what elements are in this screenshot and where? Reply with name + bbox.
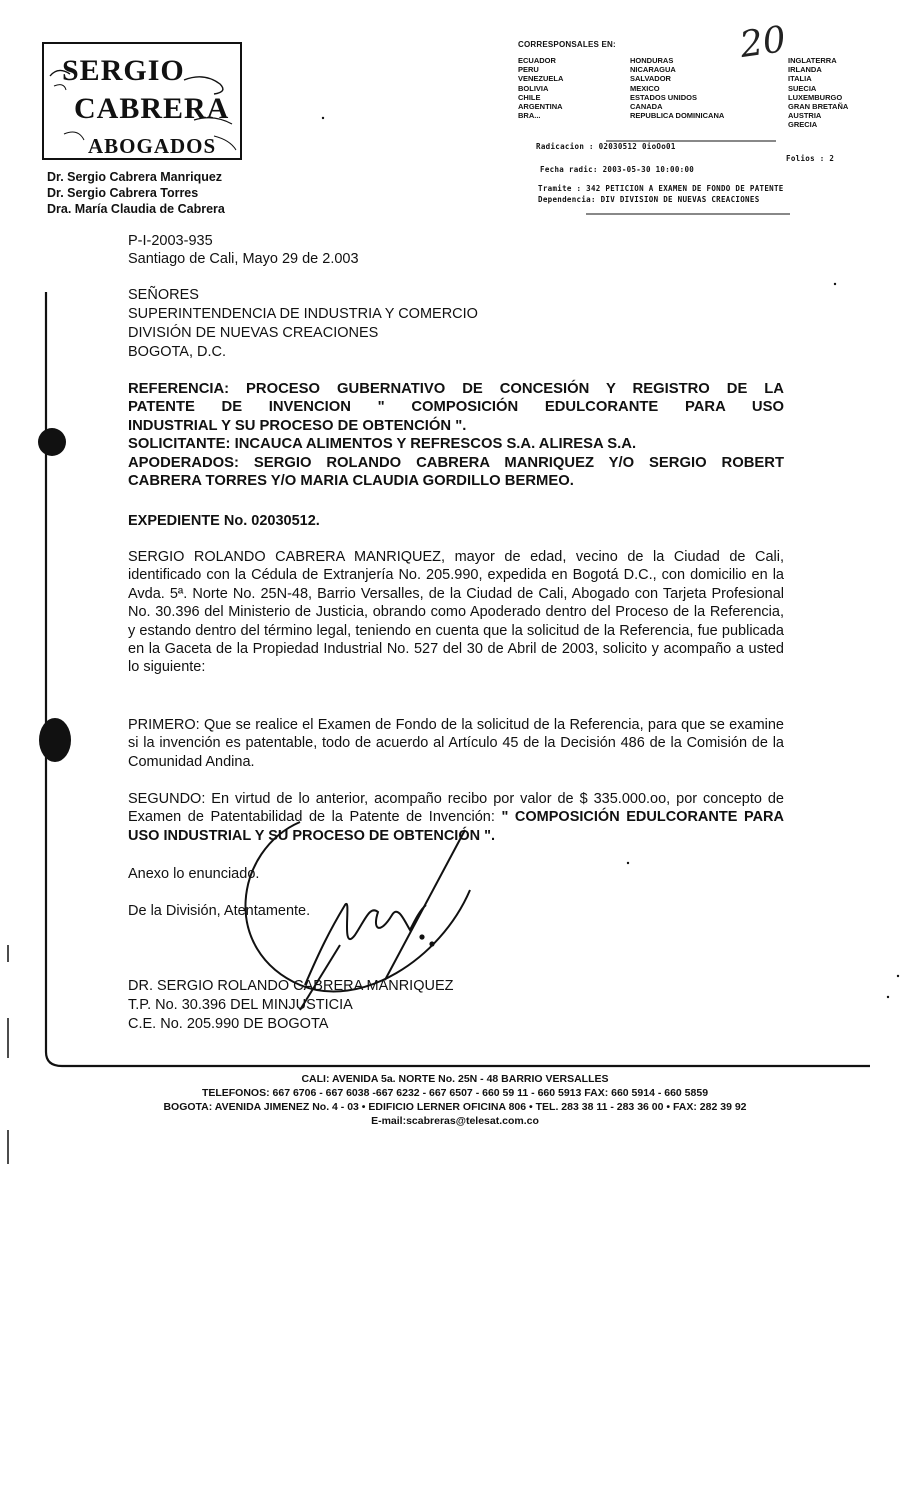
country-name: CHILE [518,92,541,102]
country-name: ARGENTINA [518,101,563,111]
country-name: ITALIA [788,74,812,84]
correspondents-column-3 [788,56,848,130]
addressee-line: BOGOTA, D.C. [128,344,227,360]
footer-bogota-address: BOGOTA: AVENIDA JIMENEZ No. 4 - 03 • EDIFICIO LERNER OFICINA 806 • TEL. 283 38 11 - 283 36 00 • FAX: 282 39 92 [163,1101,747,1113]
handwritten-page-number: 20 [737,19,789,66]
addressee-line: DIVISIÓN DE NUEVAS CREACIONES [128,325,379,341]
signer-professional-card: T.P. No. 30.396 DEL MINJUSTICIA [128,997,353,1013]
attorneys-line: APODERADOS: SERGIO ROLANDO CABRERA MANRIQUEZ Y/O SERGIO ROBERT [128,454,784,471]
country-name: AUSTRIA [788,111,822,121]
stamp-dependencia: Dependencia: DIV DIVISION DE NUEVAS CREACIONES [538,195,760,204]
reference-block [128,380,784,490]
footer-cali-address: CALI: AVENIDA 5a. NORTE No. 25N - 48 BARRIO VERSALLES [301,1073,609,1085]
country-name: ESTADOS UNIDOS [630,92,697,102]
second-request-invention-title: " COMPOSICIÓN EDULCORANTE PARA USO INDUSTRIAL Y SU PROCESO DE OBTENCIÓN ". [128,809,784,844]
footer-email: E-mail:scabreras@telesat.com.co [371,1115,539,1127]
country-name: PERU [518,65,539,75]
country-name: REPUBLICA DOMINICANA [630,111,725,121]
lawyer-name: Dra. María Claudia de Cabrera [47,202,225,216]
country-name: SALVADOR [630,74,671,84]
logo-text-sergio: SERGIO [62,54,185,87]
speck [887,996,889,998]
speck [627,862,629,864]
correspondents-column-2 [630,56,724,120]
stamp-folios: Folios : 2 [786,154,835,163]
annex-note: Anexo lo enunciado. [128,866,260,882]
second-request-text: SEGUNDO: En virtud de lo anterior, acompaño recibo por valor de $ 335.000.oo, por concepto de Examen de Patentabilidad de la Patente de Invención: [128,791,784,826]
correspondents-column-1 [518,56,563,120]
addressee-line: SUPERINTENDENCIA DE INDUSTRIA Y COMERCIO [128,306,478,322]
punch-hole-top [38,428,66,456]
country-name: BRA... [518,111,541,121]
receipt-stamp [536,138,856,218]
country-name: INGLATERRA [788,56,837,65]
closing-phrase: De la División, Atentamente. [128,903,311,919]
stamp-radicacion: Radicacion : 02030512 0ioOo01 [536,142,676,151]
country-name: GRAN BRETAÑA [788,101,849,111]
firm-logo [42,42,242,160]
country-name: VENEZUELA [518,74,564,84]
speck [834,283,836,285]
document-reference-number: P-I-2003-935 [128,233,213,249]
reference-line: INDUSTRIAL Y SU PROCESO DE OBTENCIÓN ". [128,417,467,434]
place-and-date: Santiago de Cali, Mayo 29 de 2.003 [128,251,359,267]
reference-line: PATENTE DE INVENCION " COMPOSICIÓN EDULCORANTE PARA USO [128,399,784,416]
intro-paragraph: SERGIO ROLANDO CABRERA MANRIQUEZ, mayor de edad, vecino de la Ciudad de Cali, identificado con la Cédula de Extranjería No. 205.990, expedida en Bogotá D.C., con domicilio en la Avda. 5ª. Norte No. 25N-48, Barrio Versalles, de la Ciudad de Cali, Abogado con Tarjeta Profesional No. 30.396 del Ministerio de Justicia, obrando como Apoderado dentro del Proceso de la Referencia, y estando dentro del término legal, teniendo en cuenta que la solicitud de la Referencia, fue publicada en la Gaceta de la Propiedad Industrial No. 527 del 30 de Abril de 2003, solicito y acompaño a usted lo siguiente: [128,549,784,676]
country-name: LUXEMBURGO [788,92,843,102]
footer-phones: TELEFONOS: 667 6706 - 667 6038 -667 6232 - 667 6507 - 660 59 11 - 660 5913 FAX: 660 5914 - 660 5859 [201,1087,709,1099]
country-name: NICARAGUA [630,65,676,75]
applicant-line: SOLICITANTE: INCAUCA ALIMENTOS Y REFRESCOS S.A. ALIRESA S.A. [128,436,637,453]
file-number: EXPEDIENTE No. 02030512. [128,513,320,529]
attorneys-line: CABRERA TORRES Y/O MARIA CLAUDIA GORDILLO BERMEO. [128,473,574,490]
logo-text-cabrera: CABRERA [74,92,230,125]
stamp-date: Fecha radic: 2003-05-30 10:00:00 [540,165,695,174]
lawyer-name: Dr. Sergio Cabrera Manriquez [47,170,223,184]
country-name: IRLANDA [788,65,822,75]
country-name: SUECIA [788,83,817,93]
country-name: BOLIVIA [518,83,549,93]
reference-line: REFERENCIA: PROCESO GUBERNATIVO DE CONCESIÓN Y REGISTRO DE LA [128,381,784,397]
country-name: CANADA [630,101,663,111]
addressee-line: SEÑORES [128,287,199,303]
country-name: GRECIA [788,120,818,130]
logo-swirl-decoration [44,44,244,162]
speck [897,975,899,977]
first-request-paragraph: PRIMERO: Que se realice el Examen de Fondo de la solicitud de la Referencia, para que se examine si la invención es patentable, todo de acuerdo al Artículo 45 de la Decisión 486 de la Comisión de la Comunidad Andina. [128,717,784,770]
signer-name: DR. SERGIO ROLANDO CABRERA MANRIQUEZ [128,978,454,994]
signer-id: C.E. No. 205.990 DE BOGOTA [128,1016,329,1032]
lawyer-name: Dr. Sergio Cabrera Torres [47,186,199,200]
speck [322,117,324,119]
stamp-tramite: Tramite : 342 PETICION A EXAMEN DE FONDO DE PATENTE [538,184,784,193]
country-name: HONDURAS [630,56,674,65]
country-name: MEXICO [630,83,660,93]
punch-hole-bottom [39,718,71,762]
second-request-paragraph [128,790,784,845]
logo-text-abogados: ABOGADOS [88,134,217,158]
correspondents-heading: CORRESPONSALES EN: [518,40,616,49]
country-name: ECUADOR [518,56,556,65]
